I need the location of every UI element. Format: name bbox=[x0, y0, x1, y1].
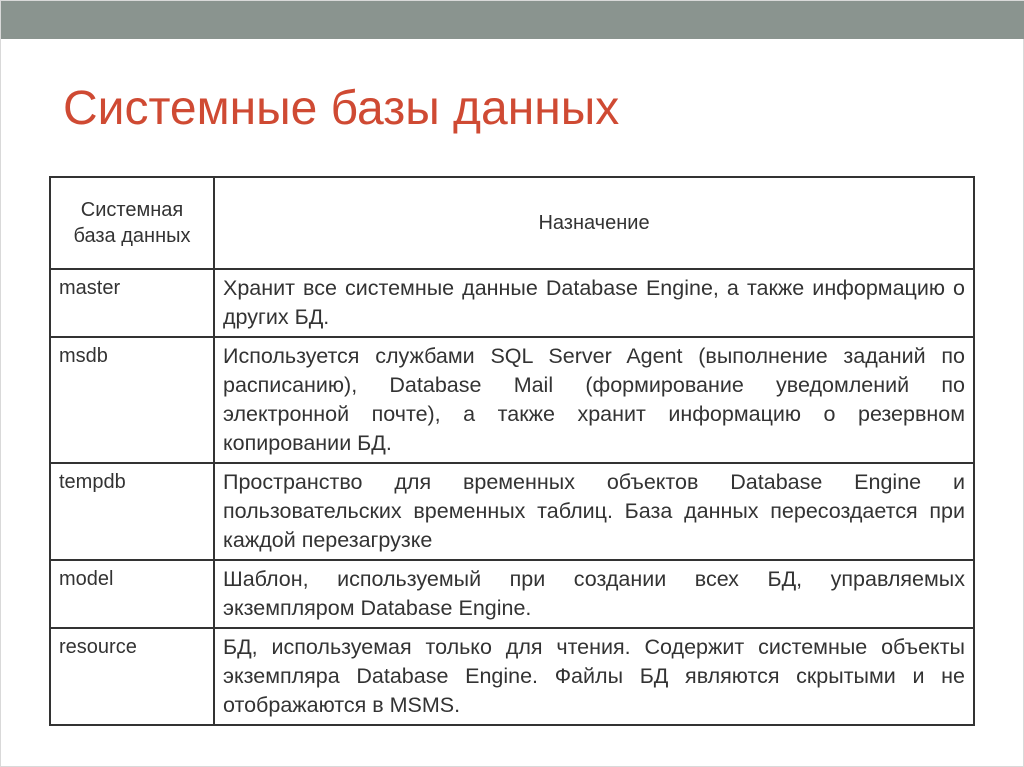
table-header-row bbox=[50, 177, 974, 269]
db-purpose-cell: Хранит все системные данные Database Engine, а также информацию о других БД. bbox=[214, 269, 974, 337]
table-row bbox=[50, 628, 974, 725]
db-purpose-cell: Используется службами SQL Server Agent (выполнение заданий по расписанию), Database Mail (формирование уведомлений по электронной почте), а также хранит информацию о резервном копировании БД. bbox=[214, 337, 974, 463]
db-name-cell: tempdb bbox=[50, 463, 214, 560]
db-purpose-cell: Пространство для временных объектов Database Engine и пользовательских временных таблиц. База данных пересоздается при каждой перезагрузке bbox=[214, 463, 974, 560]
db-name-cell: msdb bbox=[50, 337, 214, 463]
header-purpose: Назначение bbox=[214, 177, 974, 269]
db-name-cell: master bbox=[50, 269, 214, 337]
table-row bbox=[50, 560, 974, 628]
db-purpose-cell: Шаблон, используемый при создании всех БД, управляемых экземпляром Database Engine. bbox=[214, 560, 974, 628]
slide-title: Системные базы данных bbox=[63, 82, 620, 135]
top-accent-bar bbox=[1, 1, 1024, 39]
table-row bbox=[50, 337, 974, 463]
db-name-cell: model bbox=[50, 560, 214, 628]
db-name-cell: resource bbox=[50, 628, 214, 725]
table-row bbox=[50, 269, 974, 337]
header-system-database: Системная база данных bbox=[50, 177, 214, 269]
table-row bbox=[50, 463, 974, 560]
db-purpose-cell: БД, используемая только для чтения. Содержит системные объекты экземпляра Database Engine. Файлы БД являются скрытыми и не отображаются в MSMS. bbox=[214, 628, 974, 725]
system-databases-table bbox=[49, 176, 975, 726]
